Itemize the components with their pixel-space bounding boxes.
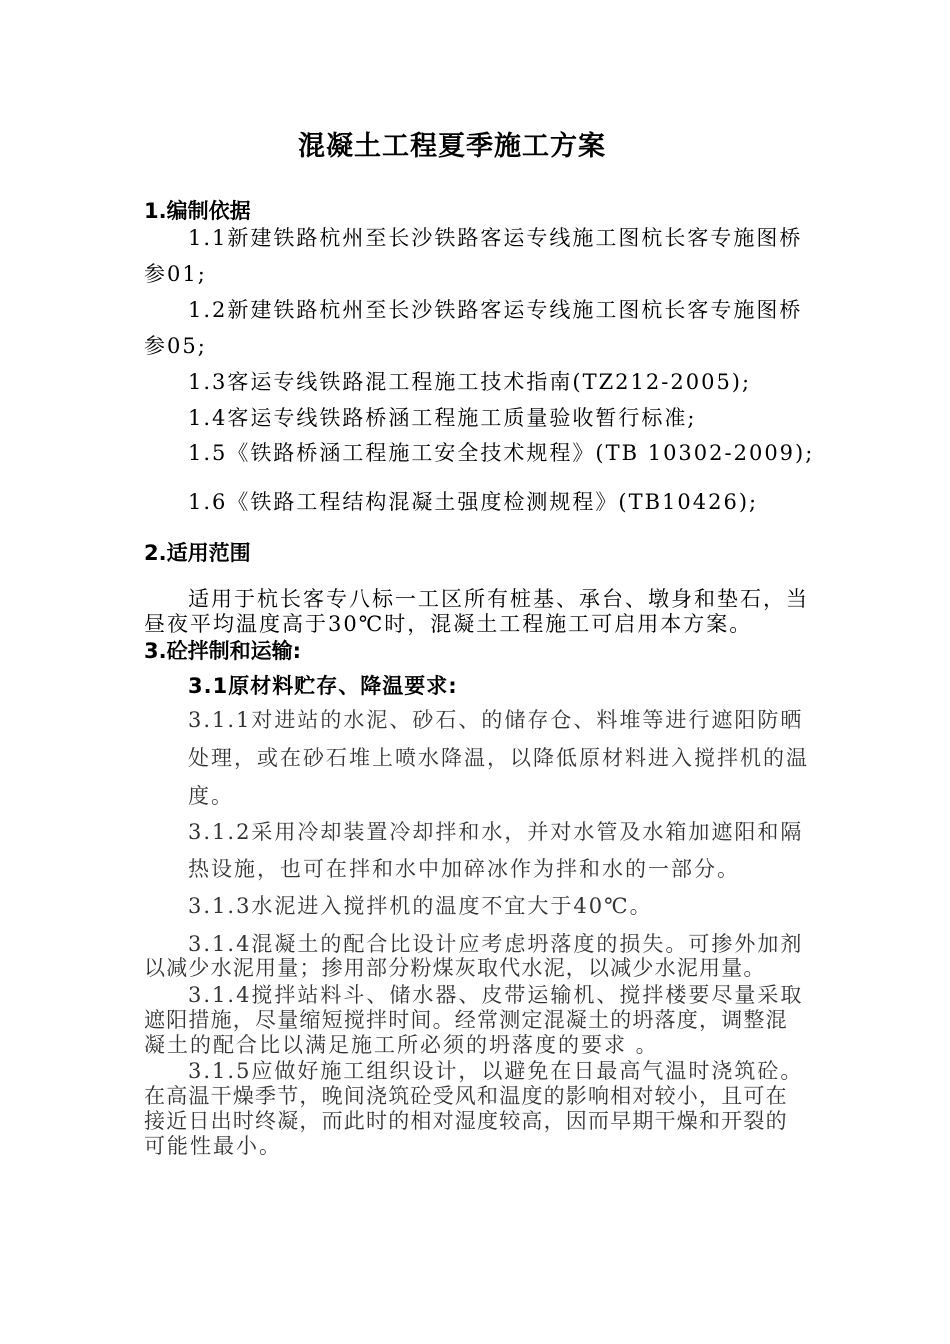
s1-item-1-3: 1.3客运专线铁路混工程施工技术指南(TZ212-2005); bbox=[188, 370, 752, 394]
s1-item-1-5: 1.5《铁路桥涵工程施工安全技术规程》(TB 10302-2009); bbox=[188, 441, 815, 465]
s1-item-1-4: 1.4客运专线铁路桥涵工程施工质量验收暂行标准; bbox=[188, 406, 697, 430]
s2-line-1: 适用于杭长客专八标一工区所有桩基、承台、墩身和垫石，当 bbox=[188, 587, 809, 611]
s3-line-12: 3.1.5应做好施工组织设计，以避免在日最高气温时浇筑砼。 bbox=[188, 1059, 804, 1083]
section-3-1-heading: 3.1原材料贮存、降温要求: bbox=[188, 674, 458, 698]
s3-line-4: 3.1.2采用冷却装置冷却拌和水，并对水管及水箱加遮阳和隔 bbox=[188, 820, 804, 844]
s1-item-1-1-cont: 参01; bbox=[144, 262, 207, 286]
s3-line-11: 凝土的配合比以满足施工所必须的坍落度的要求 。 bbox=[144, 1033, 659, 1057]
s3-line-13: 在高温干燥季节，晚间浇筑砼受风和温度的影响相对较小，且可在 bbox=[144, 1084, 788, 1108]
s3-line-6: 3.1.3水泥进入搅拌机的温度不宜大于40℃。 bbox=[188, 894, 653, 918]
section-3-heading: 3.砼拌制和运输: bbox=[144, 639, 301, 663]
s1-item-1-6: 1.6《铁路工程结构混凝土强度检测规程》(TB10426); bbox=[188, 490, 759, 514]
s3-line-3: 度。 bbox=[188, 784, 234, 808]
s1-item-1-2: 1.2新建铁路杭州至长沙铁路客运专线施工图杭长客专施图桥 bbox=[188, 298, 803, 322]
section-1-heading: 1.编制依据 bbox=[144, 199, 251, 223]
section-2-heading: 2.适用范围 bbox=[144, 541, 251, 565]
s3-line-1: 3.1.1对进站的水泥、砂石、的储存仓、料堆等进行遮阳防晒 bbox=[188, 708, 804, 732]
s3-line-5: 热设施，也可在拌和水中加碎冰作为拌和水的一部分。 bbox=[188, 857, 740, 881]
s3-line-10: 遮阳措施，尽量缩短搅拌时间。经常测定混凝土的坍落度，调整混 bbox=[144, 1008, 788, 1032]
document-title: 混凝土工程夏季施工方案 bbox=[298, 131, 606, 162]
s3-line-9: 3.1.4搅拌站料斗、储水器、皮带运输机、搅拌楼要尽量采取 bbox=[188, 983, 804, 1007]
s1-item-1-2-cont: 参05; bbox=[144, 334, 207, 358]
s3-line-8: 以减少水泥用量；掺用部分粉煤灰取代水泥，以减少水泥用量。 bbox=[144, 956, 766, 980]
s2-line-2: 昼夜平均温度高于30℃时，混凝土工程施工可启用本方案。 bbox=[144, 612, 753, 636]
s3-line-2: 处理，或在砂石堆上喷水降温，以降低原材料进入搅拌机的温 bbox=[188, 746, 809, 770]
s3-line-15: 可能性最小。 bbox=[144, 1134, 282, 1158]
s1-item-1-1: 1.1新建铁路杭州至长沙铁路客运专线施工图杭长客专施图桥 bbox=[188, 226, 803, 250]
s3-line-7: 3.1.4混凝土的配合比设计应考虑坍落度的损失。可掺外加剂 bbox=[188, 932, 804, 956]
s3-line-14: 接近日出时终凝，而此时的相对湿度较高，因而早期干燥和开裂的 bbox=[144, 1109, 788, 1133]
